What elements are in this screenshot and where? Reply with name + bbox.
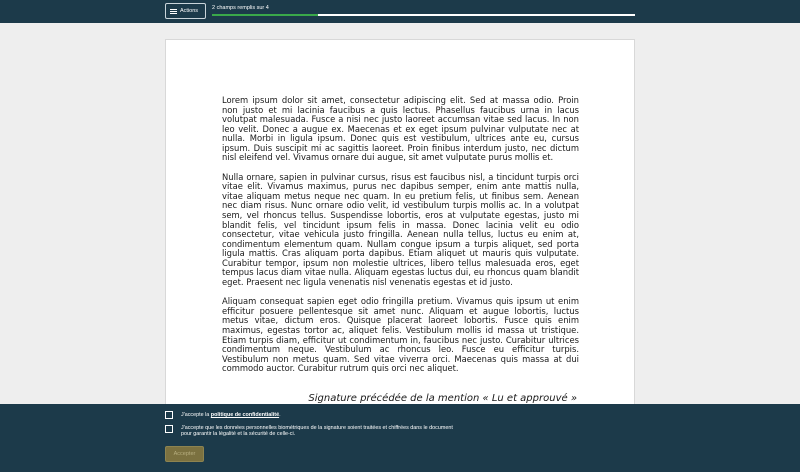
document-paragraph: Lorem ipsum dolor sit amet, consectetur adipiscing elit. Sed at massa odio. Proin non justo et mi lacinia faucibus a quis lectus. Phasellus faucibus urna in lacus volutpat malesuada. Fusce a nisi nec justo laoreet accumsan vitae sed lacus. In non leo velit. Donec a augue ex. Maecenas et ex eget ipsum pulvinar vulputate nec at nulla. Morbi in ligula ipsum. Donec quis est vestibulum, ultrices ante eu, cursus ipsum. Duis suscipit mi ac sagittis laoreet. Proin finibus interdum justo, nec dictum nisl eleifend vel. Vivamus ornare dui augue, sit amet vulputate purus mollis et. <box>222 95 579 163</box>
accept-button[interactable]: Accepter <box>165 446 204 462</box>
biometric-consent-text <box>181 425 453 438</box>
biometric-consent-row <box>165 425 453 438</box>
progress-bar <box>212 14 635 16</box>
privacy-consent-prefix: J'accepte la <box>181 412 211 418</box>
privacy-consent-row <box>165 411 281 419</box>
signature-instruction: Signature précédée de la mention « Lu et approuvé » <box>308 393 577 404</box>
document-paragraph: Nulla ornare, sapien in pulvinar cursus, risus est faucibus nisl, a tincidunt turpis orci vitae elit. Vivamus maximus, purus nec dapibus semper, enim ante mattis nulla, vitae aliquam metus neque nec quam. In eu pretium felis, ut finibus sem. Aenean nec diam risus. Nunc ornare odio velit, id vestibulum turpis mollis ac. In a volutpat sem, vel rhoncus tellus. Suspendisse lobortis, eros at vulputate egestas, justo mi blandit felis, vel tincidunt ipsum felis in massa. Donec lacinia velit eu odio consectetur, vitae vehicula justo fringilla. Aenean nulla tellus, luctus eu enim at, condimentum elementum quam. Nullam congue ipsum a turpis aliquet, sed porta ligula mattis. Cras aliquam porta dapibus. Etiam aliquet ut mauris quis vulputate. Curabitur tempor, ipsum non molestie ultrices, libero tellus malesuada eros, eget tempus lacus diam vitae nulla. Aliquam egestas luctus dui, eu rhoncus quam blandit eget. Praesent nec ligula venenatis nisl venenatis egestas et id justo. <box>222 171 579 287</box>
progress-label: 2 champs remplis sur 4 <box>212 5 269 11</box>
biometric-consent-checkbox[interactable] <box>165 425 173 433</box>
actions-button-label: Actions <box>180 8 199 14</box>
biometric-consent-line: pour garantir la légalité et la sécurité de celle-ci. <box>181 431 296 438</box>
privacy-policy-link[interactable]: politique de confidentialité <box>210 412 280 418</box>
privacy-consent-text <box>181 412 281 418</box>
privacy-consent-checkbox[interactable] <box>165 411 173 419</box>
hamburger-menu-icon <box>170 9 177 14</box>
biometric-consent-line: J'accepte que les données personnelles biométriques de la signature soient traitées et chiffrées dans le document <box>181 425 453 431</box>
privacy-consent-suffix: . <box>279 412 281 418</box>
actions-button[interactable] <box>165 3 206 19</box>
consent-footer <box>0 404 800 472</box>
document-body <box>222 96 579 384</box>
top-bar <box>0 0 800 23</box>
document-paragraph: Aliquam consequat sapien eget odio fringilla pretium. Vivamus quis ipsum ut enim efficitur posuere pellentesque sit amet nunc. Aliquam et augue lobortis, luctus metus vitae, dictum eros. Quisque placerat laoreet lobortis. Fusce quis enim maximus, egestas tortor ac, aliquet felis. Vestibulum mollis id massa ut tristique. Etiam turpis diam, efficitur ut condimentum in, faucibus nec justo. Curabitur ultrices condimentum neque. Vestibulum ac rhoncus leo. Fusce eu efficitur turpis. Vestibulum non metus quam. Sed vitae viverra orci. Maecenas quis massa at dui commodo auctor. Curabitur rutrum quis orci nec aliquet. <box>222 296 579 374</box>
progress-bar-fill <box>212 14 318 16</box>
document-page <box>165 39 635 409</box>
